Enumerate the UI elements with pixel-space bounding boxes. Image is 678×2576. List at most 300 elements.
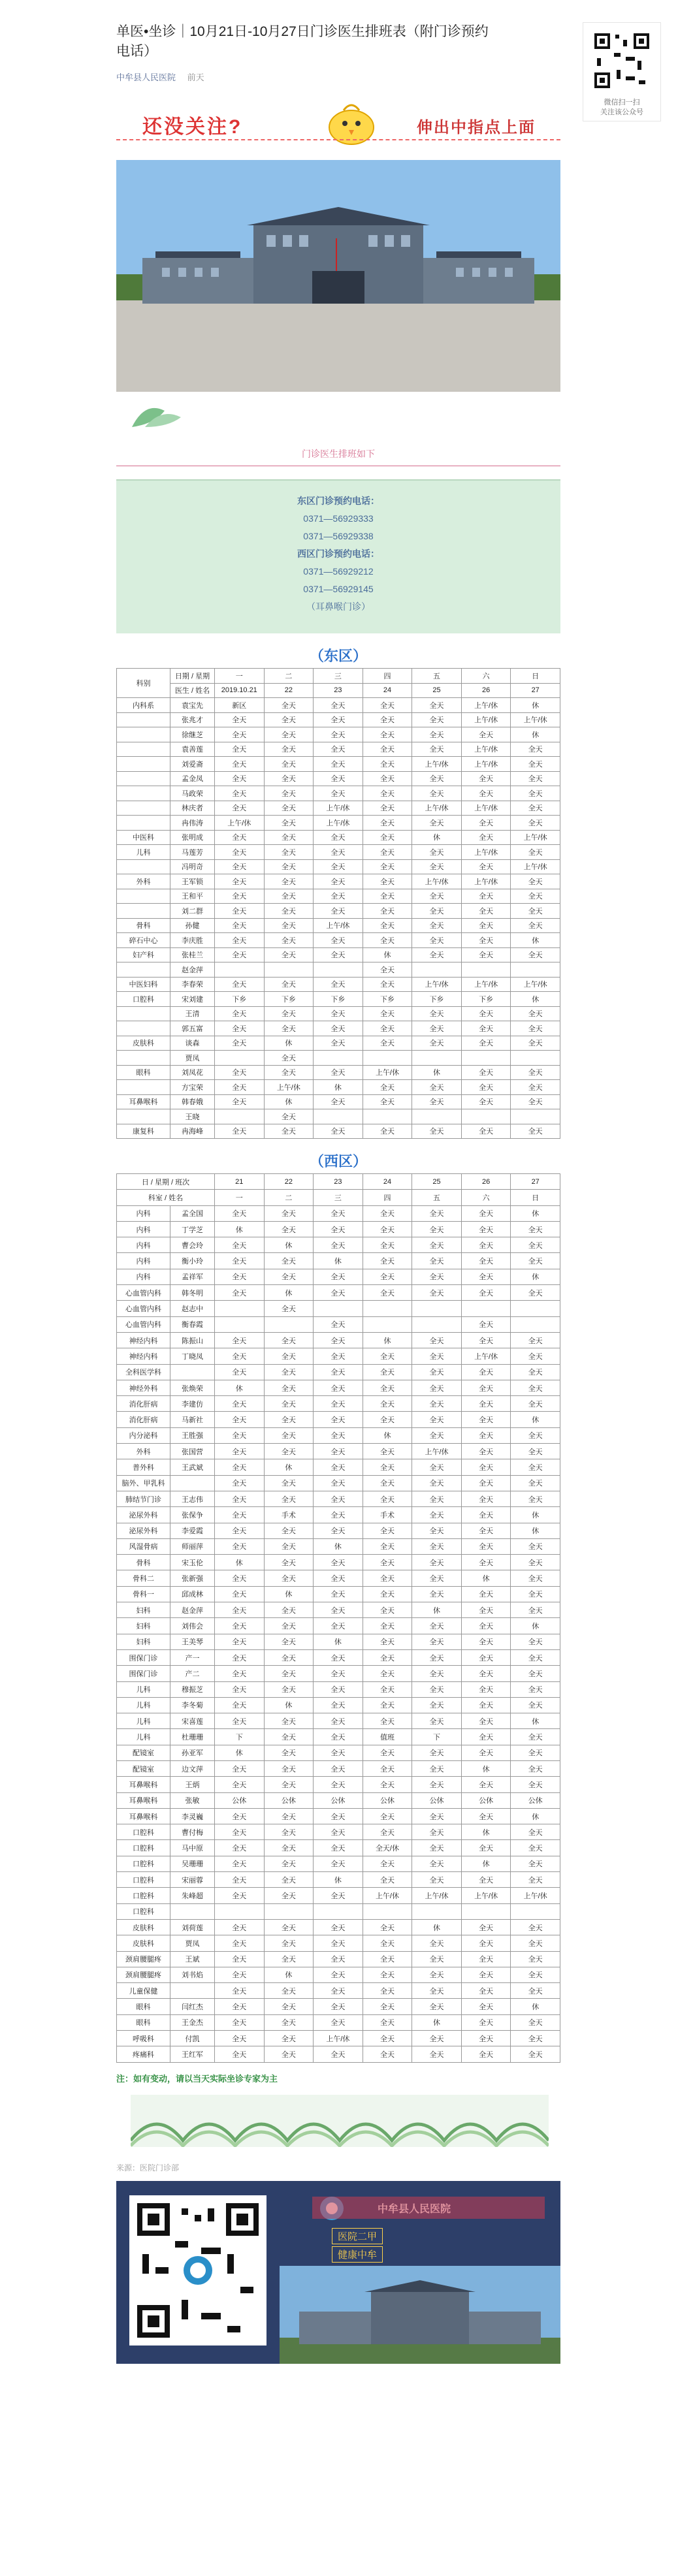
department-cell: 耳鼻喉科: [117, 1777, 170, 1792]
shift-cell: 全天: [264, 1021, 314, 1036]
doctor-name-cell: 王美琴: [170, 1634, 215, 1649]
shift-cell: 全天: [314, 1380, 363, 1395]
shift-cell: 全天: [264, 1666, 314, 1681]
shift-cell: 全天: [461, 1036, 511, 1051]
shift-cell: 全天: [412, 947, 462, 962]
shift-cell: 全天: [363, 1285, 412, 1301]
department-cell: 儿科: [117, 1729, 170, 1745]
west-phone-1[interactable]: 0371—56929212: [303, 566, 374, 577]
shift-cell: 全天: [363, 1999, 412, 2014]
shift-cell: 全天: [412, 1036, 462, 1051]
shift-cell: 全天: [461, 947, 511, 962]
table-row: [117, 1538, 560, 1554]
doctor-name-cell: 产一: [170, 1649, 215, 1665]
shift-cell: 全天: [215, 977, 265, 992]
shift-cell: 全天: [363, 1586, 412, 1602]
table-row: [117, 1491, 560, 1506]
shift-cell: 全天: [215, 1983, 265, 1999]
shift-cell: [264, 1903, 314, 1919]
table-row: [117, 1507, 560, 1523]
table-header-cell: 2019.10.21: [215, 683, 265, 698]
shift-cell: 全天: [412, 771, 462, 786]
shift-cell: 全天: [412, 742, 462, 757]
shift-cell: 上午/休: [412, 874, 462, 889]
shift-cell: 全天: [461, 786, 511, 801]
shift-cell: 全天: [363, 1634, 412, 1649]
shift-cell: 全天: [264, 1824, 314, 1840]
table-row: [117, 1760, 560, 1776]
shift-cell: 全天: [412, 1618, 462, 1634]
table-header-cell: 24: [363, 1174, 412, 1190]
shift-cell: 全天: [215, 1006, 265, 1021]
shift-cell: 上午/休: [461, 712, 511, 727]
department-cell: [117, 801, 170, 816]
shift-cell: 全天: [412, 1348, 462, 1364]
shift-cell: [314, 1109, 363, 1124]
department-cell: [117, 859, 170, 874]
shift-cell: 全天: [314, 1444, 363, 1459]
table-row: [117, 1348, 560, 1364]
table-header-cell: 三: [314, 1190, 363, 1205]
shift-cell: 全天: [412, 1285, 462, 1301]
department-cell: 呼吸科: [117, 2031, 170, 2046]
shift-cell: 全天: [412, 1777, 462, 1792]
shift-cell: 全天: [314, 1967, 363, 1982]
shift-cell: [511, 1301, 560, 1316]
table-header-cell: 三: [314, 669, 363, 684]
shift-cell: 全天: [314, 1745, 363, 1760]
table-header-cell: 27: [511, 683, 560, 698]
department-cell: 儿科: [117, 845, 170, 860]
shift-cell: 全天: [215, 1919, 265, 1935]
shift-cell: 公休: [264, 1792, 314, 1808]
shift-cell: 全天: [264, 1065, 314, 1080]
shift-cell: 全天: [314, 1332, 363, 1348]
shift-cell: 全天: [264, 1205, 314, 1221]
doctor-name-cell: 赵志中: [170, 1301, 215, 1316]
shift-cell: 全天: [511, 1951, 560, 1967]
department-cell: [117, 757, 170, 772]
doctor-name-cell: 曹付梅: [170, 1824, 215, 1840]
schedule-intro-title: 门诊医生排班如下: [302, 449, 375, 459]
shift-cell: [314, 1051, 363, 1066]
shift-cell: 全天: [511, 1021, 560, 1036]
shift-cell: 全天: [215, 1951, 265, 1967]
shift-cell: 全天: [511, 816, 560, 831]
shift-cell: 全天: [511, 904, 560, 919]
shift-cell: 全天: [314, 1888, 363, 1903]
doctor-name-cell: 刘荷莲: [170, 1919, 215, 1935]
shift-cell: [412, 1301, 462, 1316]
shift-cell: 全天: [264, 712, 314, 727]
shift-cell: 全天: [412, 698, 462, 713]
shift-cell: 全天: [314, 698, 363, 713]
shift-cell: 全天: [215, 1666, 265, 1681]
shift-cell: 全天: [215, 859, 265, 874]
department-cell: 口腔科: [117, 1903, 170, 1919]
department-cell: 神经内科: [117, 1348, 170, 1364]
decorative-waves-image: [131, 2095, 549, 2147]
shift-cell: 全天: [314, 1777, 363, 1792]
shift-cell: 全天: [363, 1681, 412, 1697]
shift-cell: [412, 962, 462, 978]
shift-cell: 全天: [412, 1221, 462, 1237]
table-row: [117, 1555, 560, 1570]
shift-cell: 上午/休: [314, 2031, 363, 2046]
shift-cell: 全天: [314, 1285, 363, 1301]
shift-cell: 全天: [511, 1634, 560, 1649]
shift-cell: 全天: [314, 904, 363, 919]
doctor-name-cell: 王军锁: [170, 874, 215, 889]
doctor-name-cell: 王斌: [170, 1951, 215, 1967]
shift-cell: 全天: [461, 1840, 511, 1856]
shift-cell: 全天: [412, 786, 462, 801]
shift-cell: 全天: [264, 786, 314, 801]
west-region-title: （西区）: [309, 1153, 367, 1169]
shift-cell: 全天: [412, 918, 462, 933]
shift-cell: 全天: [461, 1872, 511, 1888]
shift-cell: 全天: [461, 1269, 511, 1284]
doctor-name-cell: 宋玉伦: [170, 1555, 215, 1570]
shift-cell: 上午/休: [511, 830, 560, 845]
shift-cell: 全天: [264, 1427, 314, 1443]
department-cell: [117, 816, 170, 831]
shift-cell: 全天: [215, 2014, 265, 2030]
department-cell: 外科: [117, 1444, 170, 1459]
table-header-cell: 一: [215, 669, 265, 684]
doctor-name-cell: 宋刘建: [170, 992, 215, 1007]
table-row: [117, 1036, 560, 1051]
shift-cell: 全天: [314, 1396, 363, 1412]
shift-cell: 全天: [412, 1824, 462, 1840]
shift-cell: 全天: [461, 1602, 511, 1618]
shift-cell: 全天: [264, 2014, 314, 2030]
publish-date: 前天: [187, 72, 204, 82]
doctor-name-cell: 边文萍: [170, 1760, 215, 1776]
shift-cell: 全天: [264, 816, 314, 831]
shift-cell: 全天: [412, 1745, 462, 1760]
table-row: [117, 1523, 560, 1538]
shift-cell: 全天: [511, 2014, 560, 2030]
department-cell: 儿童保健: [117, 1983, 170, 1999]
shift-cell: 全天: [215, 1094, 265, 1109]
shift-cell: 全天: [363, 1080, 412, 1095]
shift-cell: 全天: [412, 1253, 462, 1269]
shift-cell: 全天: [412, 1649, 462, 1665]
department-cell: [117, 771, 170, 786]
shift-cell: 全天: [314, 1348, 363, 1364]
table-header-cell: 22: [264, 1174, 314, 1190]
shift-cell: 全天: [461, 1444, 511, 1459]
shift-cell: 全天: [461, 816, 511, 831]
doctor-name-cell: [170, 1475, 215, 1491]
shift-cell: 全天: [412, 859, 462, 874]
shift-cell: 全天: [314, 786, 363, 801]
shift-cell: 上午/休: [363, 1065, 412, 1080]
shift-cell: 全天: [215, 1269, 265, 1284]
table-row: [117, 1888, 560, 1903]
shift-cell: [314, 962, 363, 978]
shift-cell: 上午/休: [461, 874, 511, 889]
shift-cell: 全天: [511, 947, 560, 962]
shift-cell: 全天: [215, 1412, 265, 1427]
table-row: [117, 1006, 560, 1021]
shift-cell: 全天: [215, 712, 265, 727]
table-row: [117, 801, 560, 816]
shift-cell: 休: [511, 1412, 560, 1427]
shift-cell: 全天: [412, 1507, 462, 1523]
shift-cell: 全天: [264, 1729, 314, 1745]
shift-cell: 全天: [412, 816, 462, 831]
shift-cell: 上午/休: [412, 977, 462, 992]
shift-cell: 全天: [314, 1475, 363, 1491]
shift-cell: 全天: [363, 1983, 412, 1999]
table-row: [117, 1634, 560, 1649]
shift-cell: 全天: [264, 874, 314, 889]
shift-cell: 上午/休: [461, 1348, 511, 1364]
shift-cell: 全天: [264, 904, 314, 919]
shift-cell: 全天: [511, 1475, 560, 1491]
shift-cell: [363, 1316, 412, 1332]
footer-promo-card: [116, 2181, 560, 2364]
department-cell: 配镜室: [117, 1760, 170, 1776]
shift-cell: 全天: [264, 1840, 314, 1856]
shift-cell: 全天: [215, 727, 265, 742]
doctor-name-cell: 李庆胜: [170, 933, 215, 948]
shift-cell: 公休: [363, 1792, 412, 1808]
shift-cell: 全天: [363, 904, 412, 919]
account-name-link[interactable]: 中牟县人民医院: [116, 72, 176, 82]
shift-cell: 全天: [511, 1555, 560, 1570]
department-cell: [117, 712, 170, 727]
shift-cell: 全天: [215, 1602, 265, 1618]
shift-cell: [461, 962, 511, 978]
shift-cell: 全天: [264, 1808, 314, 1824]
shift-cell: 休: [215, 1555, 265, 1570]
shift-cell: 全天: [412, 1951, 462, 1967]
shift-cell: 休: [461, 1856, 511, 1871]
shift-cell: 全天: [511, 1983, 560, 1999]
shift-cell: 全天: [511, 1036, 560, 1051]
table-row: [117, 1681, 560, 1697]
shift-cell: 全天: [511, 1602, 560, 1618]
shift-cell: 全天: [215, 947, 265, 962]
shift-cell: 全天: [461, 859, 511, 874]
shift-cell: 休: [412, 1602, 462, 1618]
shift-cell: 全天: [264, 727, 314, 742]
shift-cell: 全天: [363, 816, 412, 831]
shift-cell: 全天: [412, 1697, 462, 1713]
west-phone-2[interactable]: 0371—56929145: [303, 584, 374, 594]
shift-cell: 全天: [215, 1332, 265, 1348]
shift-cell: [412, 1109, 462, 1124]
shift-cell: 休: [215, 1745, 265, 1760]
shift-cell: 全天: [314, 1507, 363, 1523]
shift-cell: 全天: [215, 1205, 265, 1221]
shift-cell: 全天: [264, 1109, 314, 1124]
shift-cell: 全天: [461, 1634, 511, 1649]
shift-cell: 上午/休: [461, 845, 511, 860]
doctor-name-cell: 冉海峰: [170, 1124, 215, 1139]
shift-cell: 休: [264, 1094, 314, 1109]
shift-cell: 休: [412, 830, 462, 845]
shift-cell: 全天: [461, 933, 511, 948]
shift-cell: 休: [511, 1999, 560, 2014]
shift-cell: 全天: [412, 1808, 462, 1824]
shift-cell: 全天: [314, 889, 363, 904]
doctor-name-cell: 衡春霞: [170, 1316, 215, 1332]
shift-cell: 休: [511, 1269, 560, 1284]
shift-cell: 全天: [511, 801, 560, 816]
footer-qr-code-icon[interactable]: [129, 2195, 266, 2345]
table-row: [117, 1649, 560, 1665]
doctor-name-cell: 宋喜莲: [170, 1713, 215, 1729]
doctor-name-cell: 冯明奇: [170, 859, 215, 874]
table-header-cell: 22: [264, 683, 314, 698]
shift-cell: 全天: [461, 1745, 511, 1760]
table-header-cell: 27: [511, 1174, 560, 1190]
shift-cell: 全天: [363, 742, 412, 757]
shift-cell: 全天: [215, 1036, 265, 1051]
shift-cell: 下乡: [363, 992, 412, 1007]
east-phone-2[interactable]: 0371—56929338: [303, 531, 374, 541]
table-row: [117, 1205, 560, 1221]
doctor-name-cell: 孟金凤: [170, 771, 215, 786]
table-row: [117, 1051, 560, 1066]
shift-cell: 全天: [511, 1777, 560, 1792]
shift-cell: 全天: [363, 1205, 412, 1221]
shift-cell: 全天: [314, 2046, 363, 2062]
table-row: [117, 1301, 560, 1316]
shift-cell: 全天: [264, 1935, 314, 1951]
table-header-cell: 四: [363, 1190, 412, 1205]
shift-cell: 全天: [264, 947, 314, 962]
east-phone-1[interactable]: 0371—56929333: [303, 513, 374, 524]
department-cell: 心血管内科: [117, 1316, 170, 1332]
east-header-row: [117, 683, 560, 698]
shift-cell: 上午/休: [511, 977, 560, 992]
shift-cell: 全天: [511, 1824, 560, 1840]
shift-cell: 全天: [264, 1475, 314, 1491]
shift-cell: 全天: [511, 1237, 560, 1253]
shift-cell: 上午/休: [511, 859, 560, 874]
shift-cell: 全天: [314, 1808, 363, 1824]
shift-cell: 全天: [363, 845, 412, 860]
shift-cell: 休: [412, 1919, 462, 1935]
shift-cell: 全天: [511, 1666, 560, 1681]
table-row: [117, 1364, 560, 1380]
east-region-title: （东区）: [309, 648, 367, 664]
shift-cell: 全天: [314, 1205, 363, 1221]
shift-cell: 全天: [511, 1065, 560, 1080]
shift-cell: 全天: [264, 859, 314, 874]
shift-cell: 全天: [363, 698, 412, 713]
department-cell: 儿科: [117, 1681, 170, 1697]
shift-cell: 上午/休: [412, 1444, 462, 1459]
shift-cell: 全天: [461, 1586, 511, 1602]
doctor-name-cell: 孟全国: [170, 1205, 215, 1221]
shift-cell: 全天: [412, 1935, 462, 1951]
table-row: [117, 962, 560, 978]
shift-cell: 全天: [314, 1856, 363, 1871]
shift-cell: [461, 1903, 511, 1919]
doctor-name-cell: 杜珊珊: [170, 1729, 215, 1745]
shift-cell: [461, 1109, 511, 1124]
shift-cell: 上午/休: [412, 1888, 462, 1903]
shift-cell: 全天: [215, 1713, 265, 1729]
shift-cell: 全天: [461, 918, 511, 933]
shift-cell: 全天: [264, 1221, 314, 1237]
shift-cell: 全天: [314, 1036, 363, 1051]
shift-cell: 全天: [461, 1523, 511, 1538]
shift-cell: 全天: [461, 1999, 511, 2014]
shift-cell: 全天: [264, 1491, 314, 1506]
shift-cell: [511, 1903, 560, 1919]
shift-cell: [461, 1301, 511, 1316]
shift-cell: 全天: [264, 1713, 314, 1729]
doctor-name-cell: [170, 1903, 215, 1919]
table-row: [117, 1459, 560, 1475]
doctor-name-cell: 贾凤: [170, 1051, 215, 1066]
shift-cell: 全天: [215, 2031, 265, 2046]
table-header-cell: 医生 / 姓名: [170, 683, 215, 698]
east-schedule-table: [116, 668, 560, 1139]
doctor-name-cell: 李冬菊: [170, 1697, 215, 1713]
shift-cell: 全天: [264, 1301, 314, 1316]
shift-cell: 全天: [461, 1475, 511, 1491]
shift-cell: 全天: [363, 1618, 412, 1634]
banner-divider: [116, 139, 560, 144]
doctor-name-cell: 谈森: [170, 1036, 215, 1051]
shift-cell: 全天: [461, 1237, 511, 1253]
shift-cell: 全天: [412, 1538, 462, 1554]
doctor-name-cell: 张桂兰: [170, 947, 215, 962]
shift-cell: 全天: [363, 1935, 412, 1951]
shift-cell: 全天: [264, 1999, 314, 2014]
shift-cell: 手术: [264, 1507, 314, 1523]
shift-cell: 全天: [264, 1332, 314, 1348]
doctor-name-cell: 陈振山: [170, 1332, 215, 1348]
shift-cell: 全天: [314, 1951, 363, 1967]
shift-cell: 全天: [511, 1080, 560, 1095]
department-cell: 心血管内科: [117, 1301, 170, 1316]
west-phone-heading: 西区门诊预约电话：: [297, 549, 379, 559]
shift-cell: 全天: [511, 1967, 560, 1982]
shift-cell: 全天: [314, 1065, 363, 1080]
shift-cell: 全天: [511, 1570, 560, 1586]
shift-cell: 全天: [363, 962, 412, 978]
east-header-row: [117, 669, 560, 684]
shift-cell: 全天: [363, 1459, 412, 1475]
doctor-name-cell: 曹会玲: [170, 1237, 215, 1253]
doctor-name-cell: 王志伟: [170, 1491, 215, 1506]
shift-cell: 全天: [461, 1380, 511, 1395]
table-row: [117, 1745, 560, 1760]
article: [116, 0, 560, 2364]
shift-cell: 全天: [314, 1840, 363, 1856]
shift-cell: 上午/休: [314, 816, 363, 831]
shift-cell: 全天: [363, 712, 412, 727]
table-row: [117, 1824, 560, 1840]
shift-cell: 全天: [412, 1021, 462, 1036]
shift-cell: 全天: [264, 1253, 314, 1269]
shift-cell: 全天: [461, 904, 511, 919]
doctor-name-cell: 郭五富: [170, 1021, 215, 1036]
shift-cell: 全天: [363, 1491, 412, 1506]
shift-cell: 全天: [412, 1006, 462, 1021]
shift-cell: 下乡: [264, 992, 314, 1007]
account-qr-code-icon[interactable]: [592, 31, 652, 91]
